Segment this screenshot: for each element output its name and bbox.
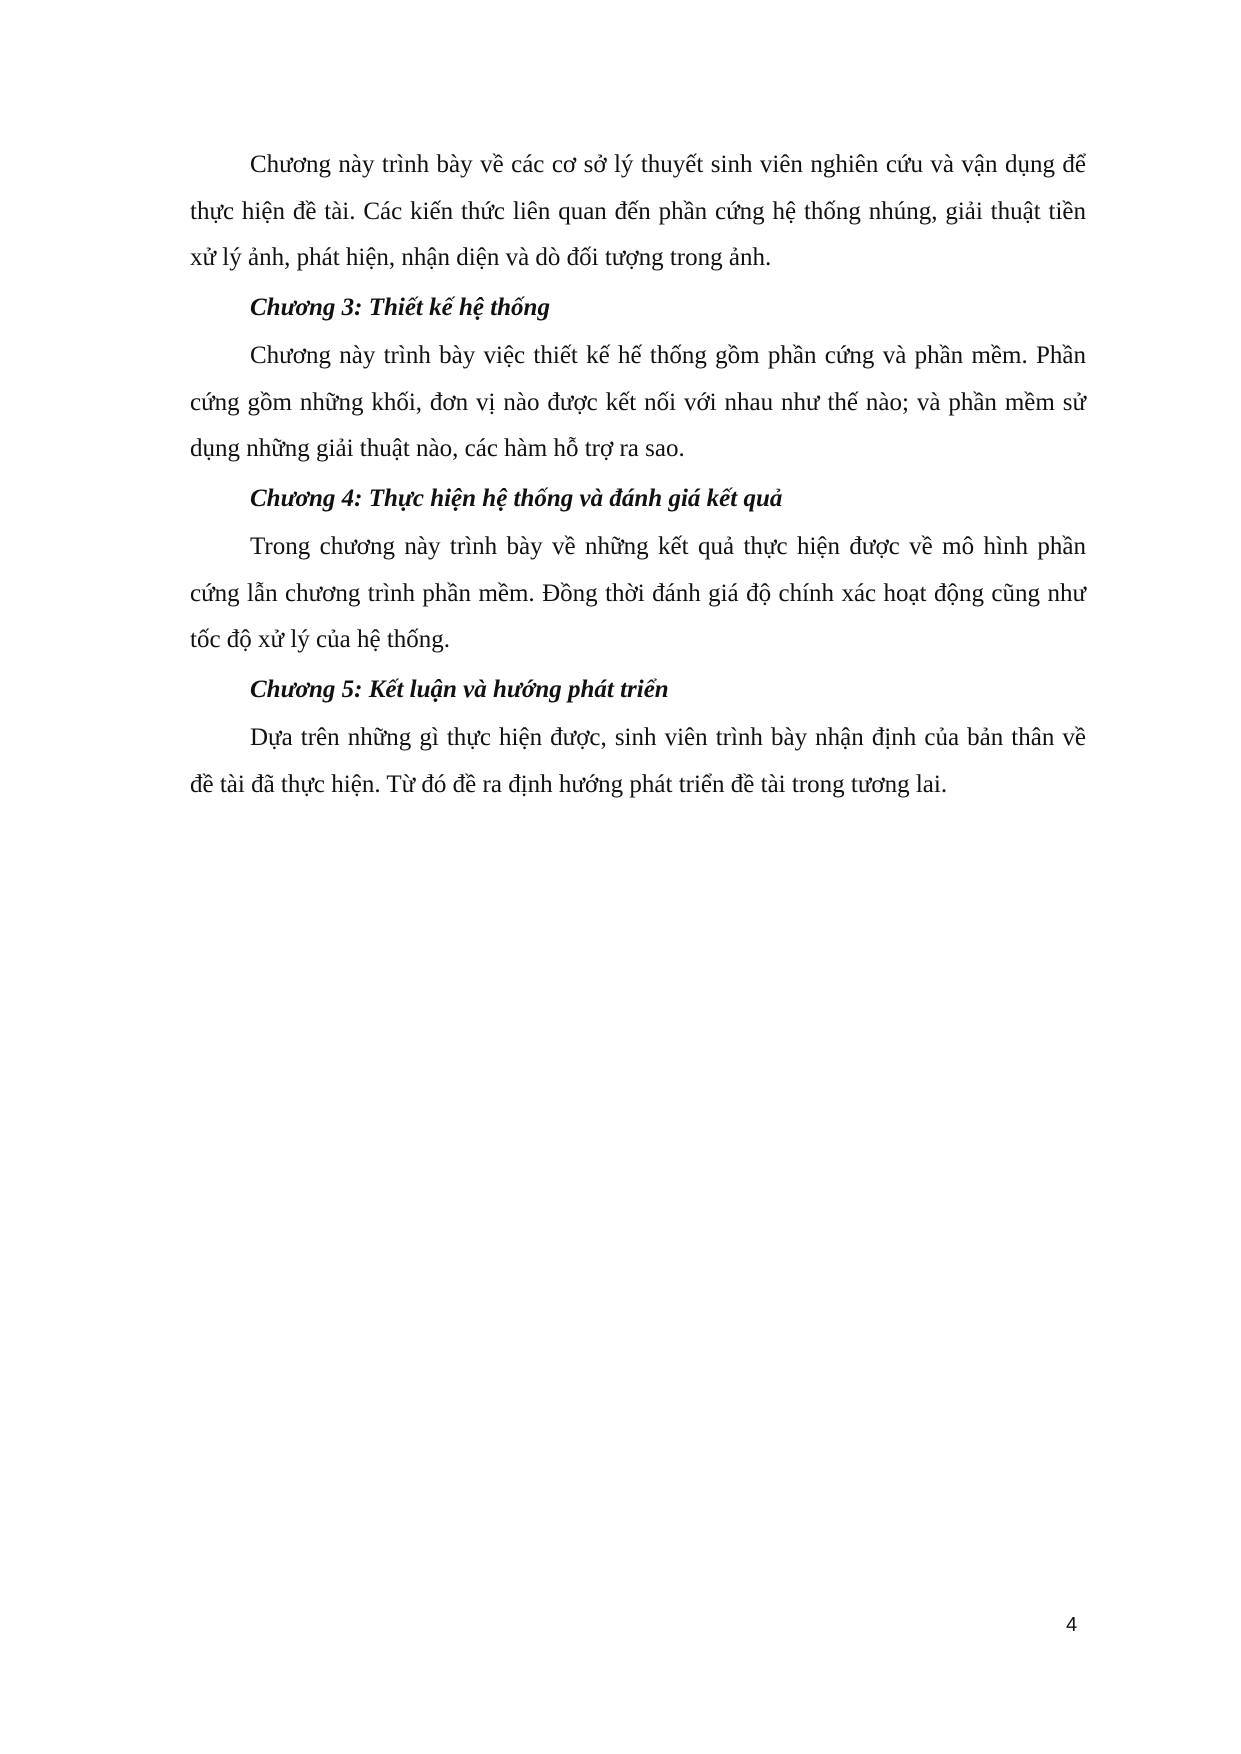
chapter-2-description: Chương này trình bày về các cơ sở lý thuyết sinh viên nghiên cứu và vận dụng để thực hiện đề tài. Các kiến thức liên quan đến phần cứng hệ thống nhúng, giải thuật tiền xử lý ảnh, phát hiện, nhận diện và dò đối tượng trong ảnh.: [190, 151, 1086, 271]
chapter-3-description: Chương này trình bày việc thiết kế hế thống gồm phần cứng và phần mềm. Phần cứng gồm những khối, đơn vị nào được kết nối với nhau như thế nào; và phần mềm sử dụng những giải thuật nào, các hàm hỗ trợ ra sao.: [190, 342, 1086, 462]
page-content: [190, 142, 1086, 811]
chapter-4-heading: Chương 4: Thực hiện hệ thống và đánh giá kết quả: [250, 484, 783, 512]
chapter-5-description: Dựa trên những gì thực hiện được, sinh viên trình bày nhận định của bản thân về đề tài đã thực hiện. Từ đó đề ra định hướng phát triển đề tài trong tương lai.: [190, 724, 1086, 798]
chapter-4-description: Trong chương này trình bày về những kết quả thực hiện được về mô hình phần cứng lẫn chương trình phần mềm. Đồng thời đánh giá độ chính xác hoạt động cũng như tốc độ xử lý của hệ thống.: [190, 533, 1086, 653]
page-number: 4: [1066, 1614, 1078, 1636]
chapter-5-heading: Chương 5: Kết luận và hướng phát triển: [250, 675, 669, 703]
chapter-3-heading: Chương 3: Thiết kế hệ thống: [250, 293, 550, 321]
